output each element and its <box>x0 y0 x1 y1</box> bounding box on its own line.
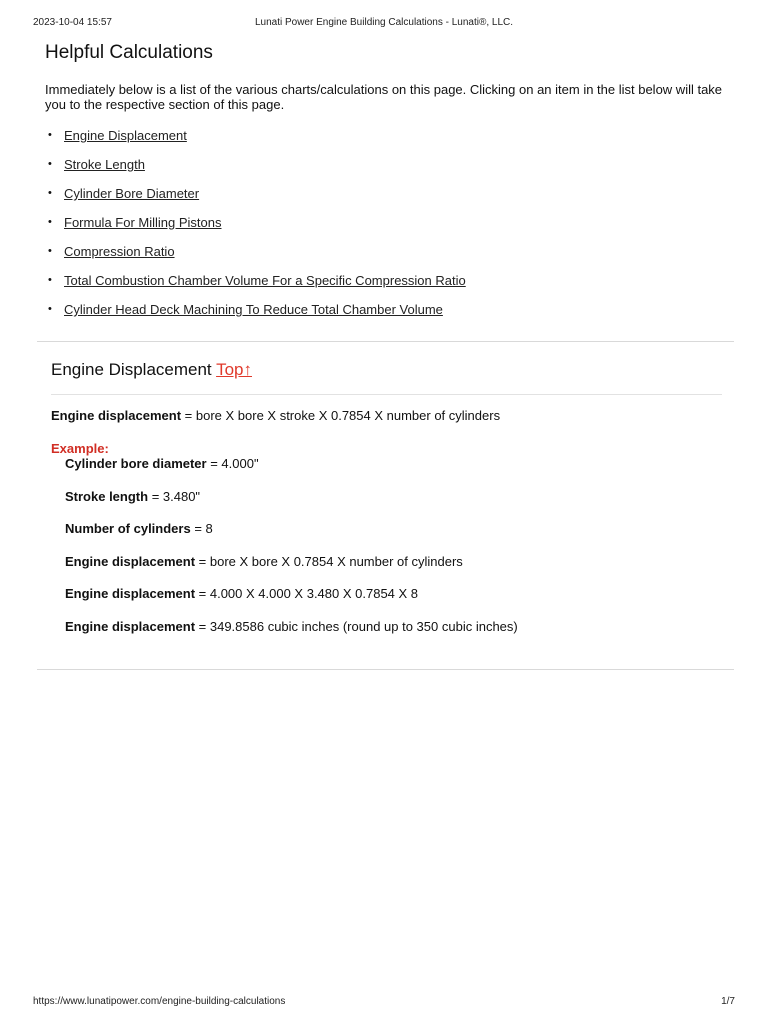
bullet-icon: • <box>48 216 52 228</box>
toc-item <box>45 215 735 244</box>
toc-link-cylinder-bore-diameter[interactable]: Cylinder Bore Diameter <box>64 186 200 201</box>
section-title <box>51 360 721 380</box>
bullet-icon: • <box>48 274 52 286</box>
print-date: 2023-10-04 15:57 <box>33 17 112 28</box>
example-label: Example: <box>51 441 109 456</box>
print-header <box>33 17 735 31</box>
main-content <box>45 42 735 331</box>
toc-link-milling-pistons[interactable]: Formula For Milling Pistons <box>64 215 222 230</box>
page-number: 1/7 <box>721 996 735 1007</box>
example-term: Engine displacement <box>65 553 196 569</box>
table-of-contents <box>45 128 735 331</box>
toc-item <box>45 244 735 273</box>
bullet-icon: • <box>48 158 52 170</box>
section-inner-divider <box>51 394 722 395</box>
section-title-text: Engine Displacement <box>51 360 212 379</box>
toc-link-stroke-length[interactable]: Stroke Length <box>64 157 145 172</box>
example-line <box>65 586 705 619</box>
example-value: = 349.8586 cubic inches (round up to 350 cubic inches) <box>195 618 518 634</box>
formula-expression: = bore X bore X stroke X 0.7854 X number of cylinders <box>181 408 501 423</box>
bullet-icon: • <box>48 245 52 257</box>
toc-link-head-deck-machining[interactable]: Cylinder Head Deck Machining To Reduce Total Chamber Volume <box>64 302 443 317</box>
print-url: https://www.lunatipower.com/engine-building-calculations <box>33 996 286 1007</box>
example-line <box>65 521 705 554</box>
top-link[interactable]: Top↑ <box>216 360 252 379</box>
example-term: Cylinder bore diameter <box>65 456 207 471</box>
example-line <box>65 456 705 489</box>
example-term: Engine displacement <box>65 586 196 602</box>
toc-item <box>45 157 735 186</box>
example-value: = bore X bore X 0.7854 X number of cylinders <box>195 553 463 569</box>
example-line <box>65 554 705 587</box>
intro-paragraph: Immediately below is a list of the various charts/calculations on this page. Clicking on an item in the list below will take you to the respective section of this page. <box>45 82 723 112</box>
example-value: = 3.480" <box>148 488 201 504</box>
page-title: Helpful Calculations <box>45 42 213 63</box>
example-term: Engine displacement <box>65 618 196 634</box>
toc-item <box>45 302 735 331</box>
print-document-title: Lunati Power Engine Building Calculations - Lunati®, LLC. <box>254 17 514 28</box>
toc-link-total-chamber-volume[interactable]: Total Combustion Chamber Volume For a Specific Compression Ratio <box>64 273 466 288</box>
toc-item <box>45 273 735 302</box>
example-term: Stroke length <box>65 488 149 504</box>
example-value: = 8 <box>190 521 213 537</box>
example-list <box>65 456 705 652</box>
print-footer <box>33 996 735 1010</box>
example-term: Number of cylinders <box>65 521 191 537</box>
example-line <box>65 619 705 652</box>
bullet-icon: • <box>48 187 52 199</box>
displacement-formula <box>51 408 500 423</box>
engine-displacement-section <box>51 360 721 634</box>
toc-item <box>45 186 735 215</box>
section-divider <box>37 669 734 670</box>
bullet-icon: • <box>48 129 52 141</box>
example-line <box>65 489 705 522</box>
toc-link-compression-ratio[interactable]: Compression Ratio <box>64 244 175 259</box>
toc-item <box>45 128 735 157</box>
example-value: = 4.000" <box>206 456 259 471</box>
toc-link-engine-displacement[interactable]: Engine Displacement <box>64 128 187 143</box>
bullet-icon: • <box>48 303 52 315</box>
formula-term: Engine displacement <box>51 408 182 423</box>
example-value: = 4.000 X 4.000 X 3.480 X 0.7854 X 8 <box>195 586 419 602</box>
section-divider <box>37 341 734 342</box>
